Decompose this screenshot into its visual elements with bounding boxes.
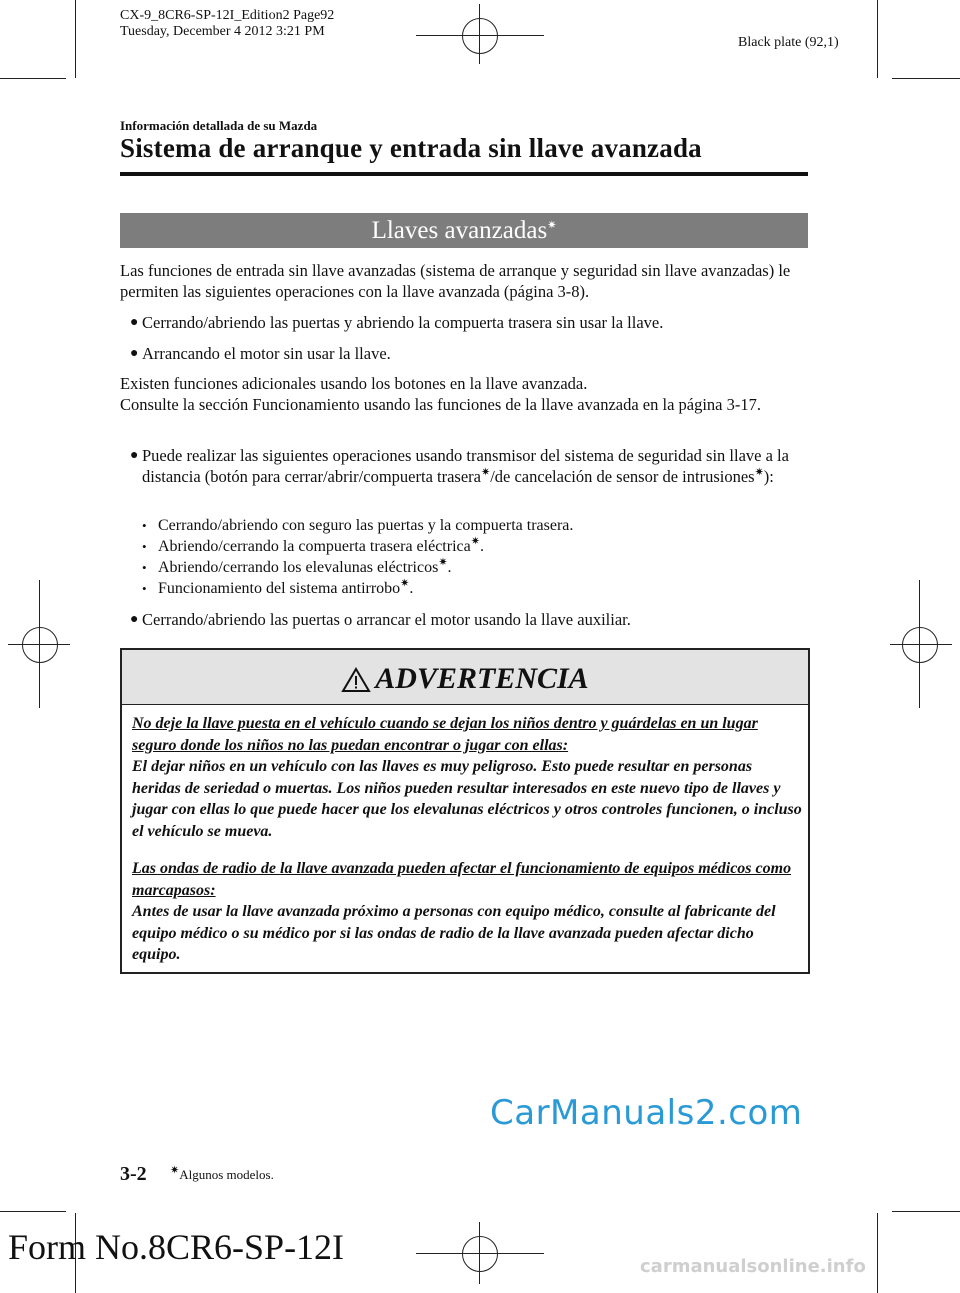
registration-mark-top [479, 4, 480, 64]
bullet-icon: ● [130, 315, 139, 330]
sub-item-end: . [447, 559, 452, 576]
warning-body-children: El dejar niños en un vehículo con las llaves es muy peligroso. Esto puede resultar en personas heridas de seriedad o muertas. Los niños pueden resultar interesados en este nuevo tipo de llaves y jugar con ellas lo que puede hacer que los elevalunas eléctricos y otros controles funcionen, o incluso el vehículo se mueva. [132, 758, 802, 840]
intro-paragraph: Las funciones de entrada sin llave avanzadas (sistema de arranque y seguridad sin llave avanzadas) le permiten las siguientes operaciones con la llave avanzada (página 3-8). [120, 261, 791, 301]
plate-label: Black plate (92,1) [738, 35, 839, 50]
sub-bullet-icon: • [142, 518, 147, 533]
registration-mark-top [462, 18, 498, 54]
sub-item-text: Abriendo/cerrando los elevalunas eléctricos [158, 559, 439, 576]
sub-item-text: Funcionamiento del sistema antirrobo [158, 580, 401, 597]
warning-heading-radio: Las ondas de radio de la llave avanzada pueden afectar el funcionamiento de equipos médicos como marcapasos: [132, 860, 792, 899]
crop-mark [892, 78, 960, 79]
registration-mark-bottom [416, 1253, 544, 1254]
crop-mark [877, 0, 878, 78]
registration-mark-top [416, 35, 544, 36]
registration-mark-left [8, 644, 70, 645]
sub-list-item-text [158, 537, 484, 557]
sub-list-item-text [158, 579, 413, 599]
warning-triangle-icon [341, 667, 371, 693]
warning-header [122, 650, 808, 705]
sub-bullet-icon: • [142, 539, 147, 554]
bullet-icon: ● [130, 612, 139, 627]
sub-list-item-text [158, 516, 573, 536]
crop-mark [892, 1211, 960, 1212]
print-job-line: CX-9_8CR6-SP-12I_Edition2 Page92 [120, 8, 335, 23]
star-icon: ✷ [470, 535, 480, 548]
watermark-tld: .com [716, 1093, 803, 1133]
topic-banner [120, 213, 808, 248]
crop-mark [75, 0, 76, 78]
list-item-text: Arrancando el motor sin usar la llave. [142, 344, 391, 363]
registration-mark-right [890, 644, 952, 645]
sub-bullet-icon: • [142, 581, 147, 596]
warning-title: ADVERTENCIA [375, 662, 589, 695]
sub-item-text: Abriendo/cerrando la compuerta trasera eléctrica [158, 538, 471, 555]
site-watermark: carmanualsonline.info [640, 1256, 866, 1277]
footnote [170, 1164, 274, 1183]
print-job-info [120, 8, 334, 40]
watermark-name: CarManuals2 [490, 1093, 717, 1133]
remote-text-part: ): [763, 467, 774, 486]
remote-text-part: Puede realizar las siguientes operaciones usando transmisor del sistema de seguridad sin llave a la distancia (botón para cerrar/abrir/compuerta trasera [142, 446, 789, 486]
page-number: 3-2 [120, 1163, 147, 1185]
star-icon: ✷ [547, 219, 557, 232]
title-rule [120, 172, 808, 176]
sub-item-end: . [409, 580, 414, 597]
list-item [130, 445, 808, 515]
sub-bullet-icon: • [142, 560, 147, 575]
crop-mark [0, 78, 66, 79]
page-title: Sistema de arranque y entrada sin llave avanzada [120, 133, 702, 163]
remote-text-part: /de cancelación de sensor de intrusiones [490, 467, 755, 486]
consult-paragraph: Consulte la sección Funcionamiento usando las funciones de la llave avanzada en la página 3-17. [120, 395, 762, 414]
sub-list-item-text [158, 558, 452, 578]
registration-mark-bottom [462, 1236, 498, 1272]
star-icon: ✷ [170, 1164, 180, 1177]
crop-mark [0, 1211, 66, 1212]
list-item-text: Cerrando/abriendo las puertas y abriendo la compuerta trasera sin usar la llave. [142, 313, 664, 332]
warning-body-radio: Antes de usar la llave avanzada próximo a personas con equipo médico, consulte al fabricante del equipo médico o su médico por si las ondas de radio de la llave avanzada pueden afectar dicho equipo. [132, 903, 776, 963]
star-icon: ✷ [480, 466, 491, 479]
star-icon: ✷ [400, 577, 410, 590]
topic-title: Llaves avanzadas [371, 217, 548, 244]
star-icon: ✷ [754, 466, 764, 479]
list-item-text [142, 445, 808, 487]
bullet-icon: ● [130, 448, 139, 463]
watermark-logo [490, 1093, 802, 1133]
list-item-text: Cerrando/abriendo las puertas o arrancar el motor usando la llave auxiliar. [142, 610, 631, 629]
sub-item-text: Cerrando/abriendo con seguro las puertas y la compuerta trasera. [158, 517, 574, 534]
form-number: Form No.8CR6-SP-12I [8, 1227, 345, 1267]
print-timestamp: Tuesday, December 4 2012 3:21 PM [120, 24, 325, 39]
crop-mark [877, 1213, 878, 1293]
warning-heading-children: No deje la llave puesta en el vehículo cuando se dejan los niños dentro y guárdelas en un lugar seguro donde los niños no las puedan encontrar o jugar con ellas: [132, 715, 758, 754]
footnote-text: Algunos modelos. [179, 1167, 274, 1182]
registration-mark-left [22, 627, 58, 663]
bullet-icon: ● [130, 346, 139, 361]
registration-mark-right [902, 627, 938, 663]
sub-item-end: . [479, 538, 484, 555]
section-category: Información detallada de su Mazda [120, 118, 318, 133]
warning-box [120, 648, 810, 974]
additional-paragraph: Existen funciones adicionales usando los botones en la llave avanzada. [120, 374, 588, 393]
star-icon: ✷ [438, 556, 448, 569]
